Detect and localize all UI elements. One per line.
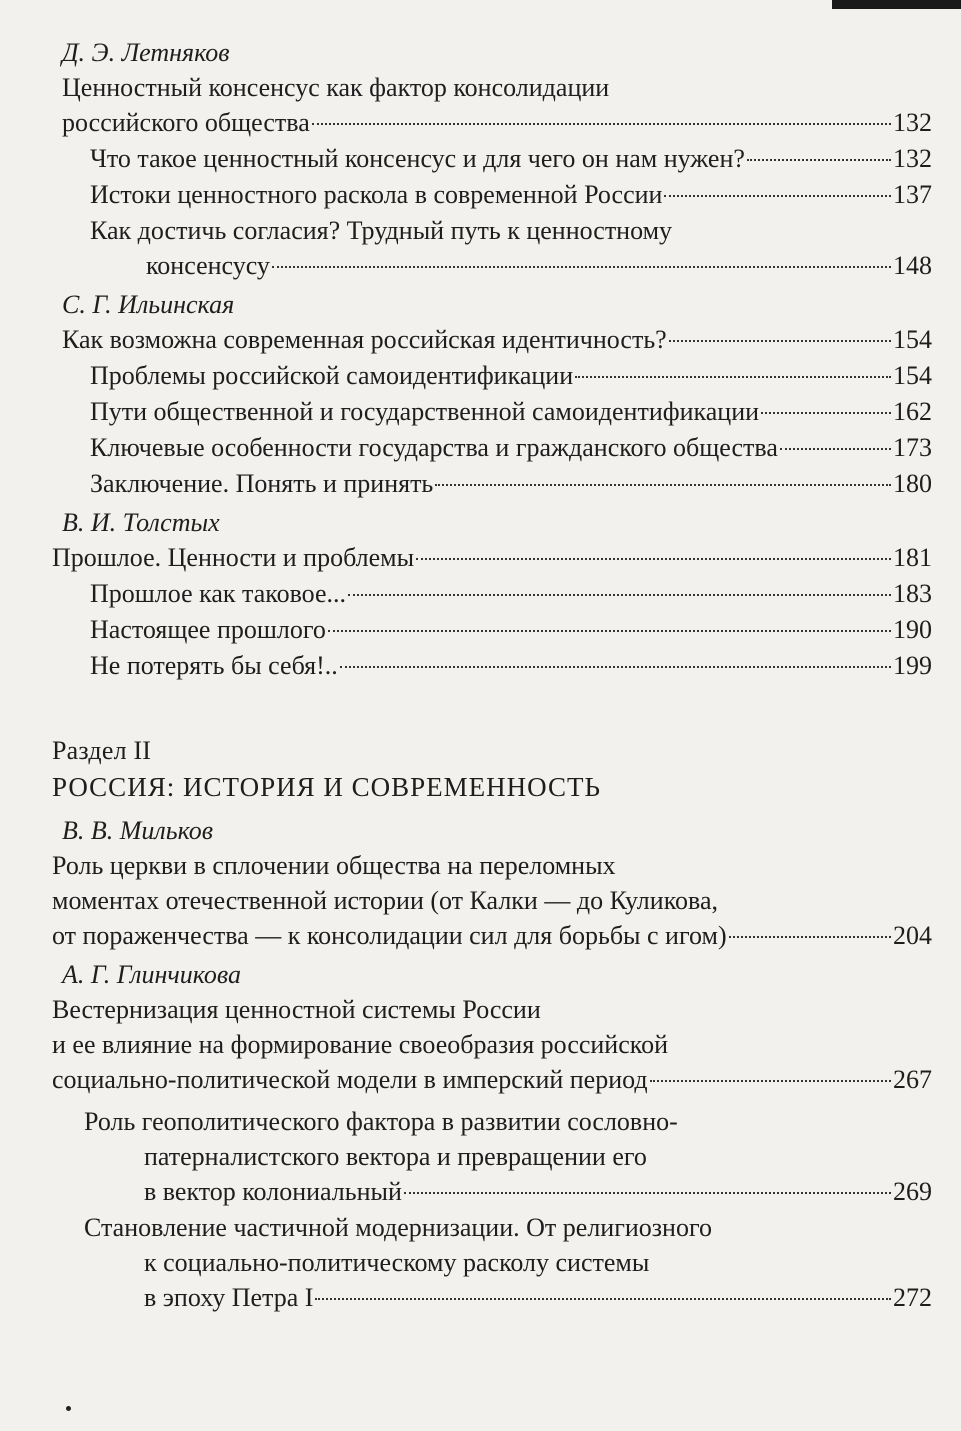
page-number: 181 xyxy=(893,543,932,572)
toc-entry[interactable] xyxy=(52,540,932,576)
toc-entry-text: от пораженчества — к консолидации сил для борьбы с игом) xyxy=(52,921,727,950)
dot-leader xyxy=(747,159,891,161)
toc-entry-text: Не потерять бы себя!.. xyxy=(90,651,338,680)
toc-entry[interactable] xyxy=(62,70,932,141)
author-name: В. В. Мильков xyxy=(62,816,214,845)
toc-entry-line: к социально-политическому расколу системы xyxy=(144,1248,650,1277)
page-number: 137 xyxy=(893,180,932,209)
toc-subentry[interactable] xyxy=(84,1104,932,1210)
page-number: 148 xyxy=(893,251,932,280)
dot-leader xyxy=(340,666,891,668)
page-number: 199 xyxy=(893,651,932,680)
toc-subentry[interactable] xyxy=(90,612,932,648)
dot-leader xyxy=(328,630,891,632)
dot-leader xyxy=(669,340,891,342)
page-number: 154 xyxy=(893,325,932,354)
toc-entry-line: Роль геополитического фактора в развитии сословно- xyxy=(84,1107,678,1136)
page-number: 162 xyxy=(893,397,932,426)
toc-entry-text: Пути общественной и государственной самоидентификации xyxy=(90,397,760,426)
toc-subentry[interactable] xyxy=(90,141,932,177)
toc-entry-line: Становление частичной модернизации. От религиозного xyxy=(84,1213,712,1242)
toc-entry-text: Прошлое как таковое... xyxy=(90,579,347,608)
dot-leader xyxy=(416,558,891,560)
dot-leader xyxy=(315,1298,891,1300)
dot-leader xyxy=(435,484,891,486)
toc-entry[interactable] xyxy=(62,322,932,358)
dot-leader xyxy=(664,195,891,197)
page-number: 267 xyxy=(893,1065,932,1094)
dot-leader xyxy=(312,123,891,125)
author-name: В. И. Толстых xyxy=(62,508,220,537)
toc-entry-text: Что такое ценностный консенсус и для чего он нам нужен? xyxy=(90,144,745,173)
toc-entry-line: патерналистского вектора и превращении его xyxy=(144,1142,647,1171)
toc-entry-text: Как возможна современная российская идентичность? xyxy=(62,325,667,354)
toc-entry-text: в вектор колониальный xyxy=(144,1177,402,1206)
toc-entry[interactable] xyxy=(52,992,932,1098)
dot-leader xyxy=(650,1080,891,1082)
page-number: 154 xyxy=(893,361,932,390)
dot-leader xyxy=(575,376,891,378)
section-title: РОССИЯ: ИСТОРИЯ И СОВРЕМЕННОСТЬ xyxy=(52,772,601,802)
page-number: 204 xyxy=(893,921,932,950)
toc-subentry[interactable] xyxy=(90,648,932,684)
toc-entry-text: российского общества xyxy=(62,108,310,137)
dot-leader xyxy=(272,266,891,268)
toc-subentry[interactable] xyxy=(90,576,932,612)
page-top-rule xyxy=(832,0,961,9)
toc-entry-line: Ценностный консенсус как фактор консолидации xyxy=(62,73,610,102)
toc-entry-text: Настоящее прошлого xyxy=(90,615,326,644)
toc-entry-text: консенсусу xyxy=(146,251,270,280)
dot-leader xyxy=(348,594,891,596)
page-number: 132 xyxy=(893,108,932,137)
toc-entry-line: Вестернизация ценностной системы России xyxy=(52,995,541,1024)
page-number: 183 xyxy=(893,579,932,608)
toc-entry-line: Как достичь согласия? Трудный путь к ценностному xyxy=(90,216,673,245)
toc-entry-text: Прошлое. Ценности и проблемы xyxy=(52,543,415,572)
toc-subentry[interactable] xyxy=(90,358,932,394)
section-label: Раздел II xyxy=(52,736,152,765)
dot-leader xyxy=(729,936,891,938)
page-number: 180 xyxy=(893,469,932,498)
toc-entry-line: и ее влияние на формирование своеобразия российской xyxy=(52,1030,668,1059)
toc-entry-line: Роль церкви в сплочении общества на переломных xyxy=(52,851,616,880)
toc-entry-text: Проблемы российской самоидентификации xyxy=(90,361,574,390)
toc-subentry[interactable] xyxy=(90,466,932,502)
author-name: С. Г. Ильинская xyxy=(62,290,235,319)
page-number: 272 xyxy=(893,1283,932,1312)
toc-entry-text: в эпоху Петра I xyxy=(144,1283,314,1312)
toc-subentry[interactable] xyxy=(90,213,932,284)
dot-leader xyxy=(404,1192,891,1194)
toc-subentry[interactable] xyxy=(90,430,932,466)
toc-subentry[interactable] xyxy=(90,394,932,430)
toc-subentry[interactable] xyxy=(90,177,932,213)
toc-entry-text: Заключение. Понять и принять xyxy=(90,469,434,498)
page-number: 190 xyxy=(893,615,932,644)
table-of-contents xyxy=(52,36,932,1316)
toc-entry-text: Ключевые особенности государства и гражданского общества xyxy=(90,433,778,462)
author-name: А. Г. Глинчикова xyxy=(62,960,242,989)
bullet-mark xyxy=(66,1406,71,1411)
toc-entry-line: моментах отечественной истории (от Калки — до Куликова, xyxy=(52,886,718,915)
author-name: Д. Э. Летняков xyxy=(62,38,230,67)
toc-entry[interactable] xyxy=(52,848,932,954)
dot-leader xyxy=(761,412,891,414)
page-number: 173 xyxy=(893,433,932,462)
toc-entry-text: Истоки ценностного раскола в современной России xyxy=(90,180,663,209)
page-number: 269 xyxy=(893,1177,932,1206)
page-number: 132 xyxy=(893,144,932,173)
toc-subentry[interactable] xyxy=(84,1210,932,1316)
toc-entry-text: социально-политической модели в имперский период xyxy=(52,1065,648,1094)
dot-leader xyxy=(780,448,891,450)
